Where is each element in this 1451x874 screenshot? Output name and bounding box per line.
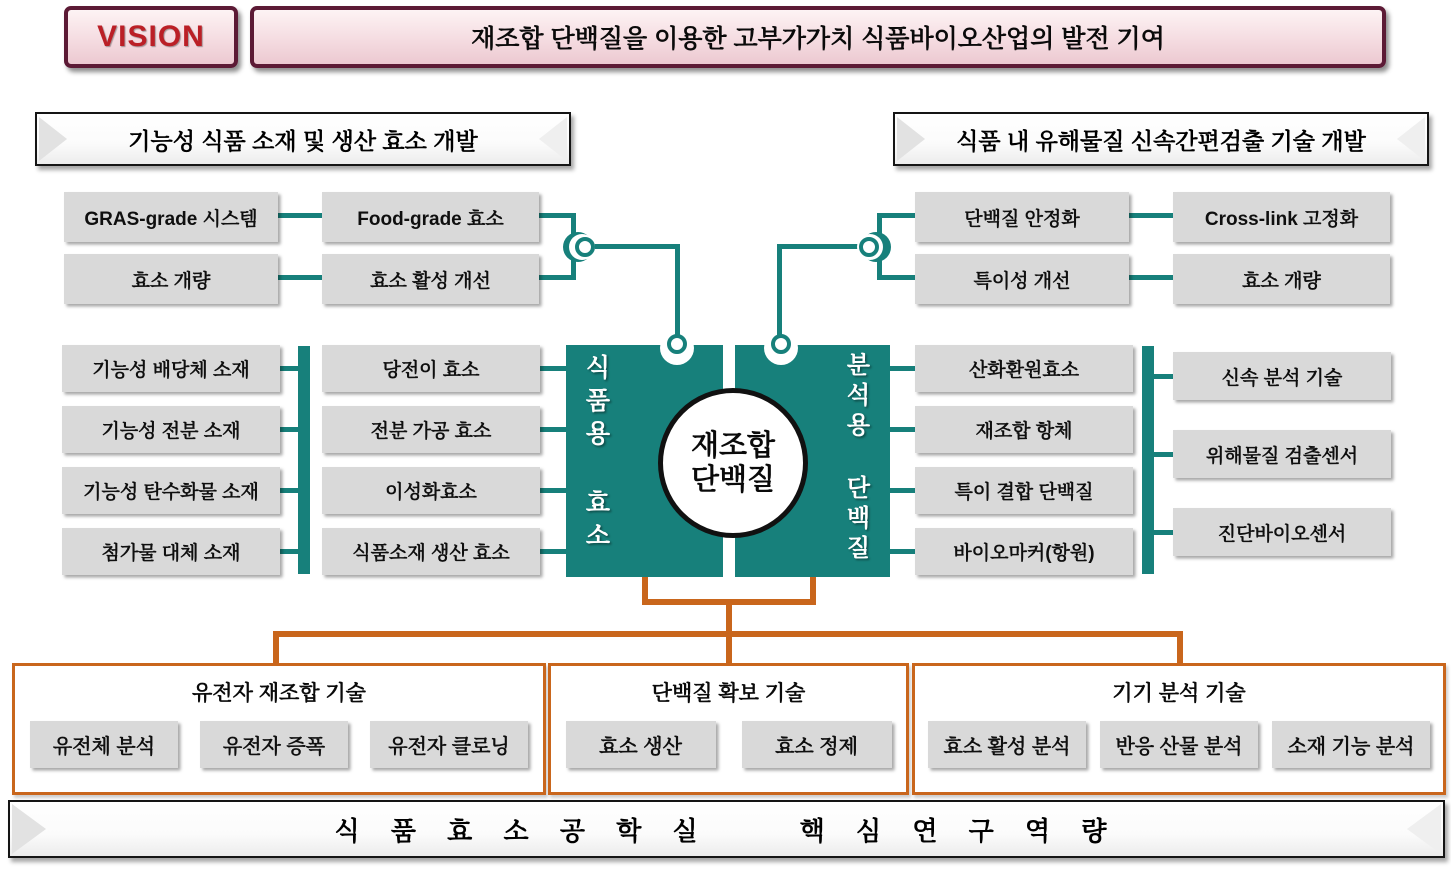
core-line1: 재조합	[690, 429, 776, 462]
right-section-header-text: 식품 내 유해물질 신속간편검출 기술 개발	[956, 127, 1366, 154]
connector-left-pair1	[278, 213, 322, 218]
box-specific-binding-protein: 특이 결합 단백질	[915, 467, 1133, 514]
box-specificity-improvement: 특이성 개선	[915, 254, 1129, 304]
group-gene-recombination	[12, 663, 546, 795]
group-instrument-analysis-title: 기기 분석 기술	[1112, 682, 1246, 705]
right-vertical-bar	[1142, 346, 1154, 574]
connector-right-bracket-bottom	[879, 275, 915, 280]
box-food-material-production-enzyme: 식품소재 생산 효소	[322, 528, 540, 575]
connector-right-pair2	[1129, 275, 1173, 280]
box-enzyme-purification: 효소 정제	[742, 721, 892, 768]
right-block-node-circle	[771, 334, 791, 354]
orange-distribution-horizontal	[273, 631, 1183, 637]
stub-left-col2-row1	[540, 366, 568, 371]
box-functional-carbohydrate-material: 기능성 탄수화물 소재	[62, 467, 280, 514]
left-vertical-bar	[298, 346, 310, 574]
stub-left-col2-row3	[540, 488, 568, 493]
right-bracket-node-circle	[859, 237, 879, 257]
core-line2: 단백질	[690, 464, 776, 496]
connector-left-pair2	[278, 275, 322, 280]
connector-right-to-block-h	[777, 244, 869, 249]
box-recombinant-antibody: 재조합 항체	[915, 406, 1133, 453]
box-protein-stabilization: 단백질 안정화	[915, 192, 1129, 242]
footer-lab-name: 식 품 효 소 공 학 실	[334, 815, 710, 846]
vision-badge-label: VISION	[97, 20, 205, 53]
group-gene-recombination-title: 유전자 재조합 기술	[192, 682, 366, 705]
box-hazard-detection-sensor: 위해물질 검출센서	[1173, 430, 1391, 478]
box-functional-glycoside-material: 기능성 배당체 소재	[62, 345, 280, 392]
box-genome-analysis: 유전체 분석	[30, 721, 178, 768]
box-enzyme-improvement-right: 효소 개량	[1173, 254, 1390, 304]
stub-right-col2-row1	[1154, 374, 1173, 379]
vision-badge	[64, 6, 238, 68]
box-food-grade-enzyme: Food-grade 효소	[322, 192, 539, 242]
box-material-function-analysis: 소재 기능 분석	[1272, 721, 1430, 768]
right-section-header	[893, 112, 1429, 166]
left-section-header-text: 기능성 식품 소재 및 생산 효소 개발	[128, 127, 478, 154]
core-circle	[658, 388, 808, 538]
connector-right-to-block-v	[777, 244, 782, 336]
box-oxidoreductase: 산화환원효소	[915, 345, 1133, 392]
box-additive-substitute-material: 첨가물 대체 소재	[62, 528, 280, 575]
left-block-node-circle	[667, 334, 687, 354]
box-biomarker-antigen: 바이오마커(항원)	[915, 528, 1133, 575]
stub-right-col1-row2	[888, 427, 916, 432]
left-bracket-node-circle	[575, 237, 595, 257]
connector-right-pair1	[1129, 213, 1173, 218]
box-crosslink-immobilization: Cross-link 고정화	[1173, 192, 1390, 242]
stub-left-col2-row2	[540, 427, 568, 432]
group-instrument-analysis	[912, 663, 1446, 795]
analysis-protein-vertical-label: 분석용 단백질	[842, 352, 869, 565]
vision-title-box	[250, 6, 1386, 68]
box-enzyme-activity-improvement: 효소 활성 개선	[322, 254, 539, 304]
box-diagnostic-biosensor: 진단바이오센서	[1173, 508, 1391, 556]
box-gras-grade-system: GRAS-grade 시스템	[64, 192, 278, 242]
group-protein-acquisition	[548, 663, 909, 795]
box-reaction-product-analysis: 반응 산물 분석	[1100, 721, 1258, 768]
box-isomerase: 이성화효소	[322, 467, 540, 514]
stub-right-col1-row4	[888, 549, 916, 554]
box-enzyme-production: 효소 생산	[566, 721, 716, 768]
stub-right-col2-row2	[1154, 452, 1173, 457]
group-protein-acquisition-title: 단백질 확보 기술	[651, 682, 806, 705]
box-gene-cloning: 유전자 클로닝	[370, 721, 528, 768]
box-gene-amplification: 유전자 증폭	[200, 721, 348, 768]
box-enzyme-activity-analysis: 효소 활성 분석	[928, 721, 1086, 768]
connector-left-to-block-h	[585, 244, 679, 249]
orange-drop-to-group3	[1177, 631, 1183, 665]
connector-right-bracket-top	[879, 213, 915, 218]
stub-right-col2-row3	[1154, 530, 1173, 535]
stub-left-col2-row4	[540, 549, 568, 554]
box-rapid-analysis-technology: 신속 분석 기술	[1173, 352, 1391, 400]
box-functional-starch-material: 기능성 전분 소재	[62, 406, 280, 453]
box-starch-processing-enzyme: 전분 가공 효소	[322, 406, 540, 453]
stub-right-col1-row3	[888, 488, 916, 493]
footer-core-competency: 핵 심 연 구 역 량	[799, 815, 1119, 846]
connector-left-to-block-v	[675, 244, 680, 336]
left-section-header	[35, 112, 571, 166]
orange-drop-to-group1	[273, 631, 279, 665]
stub-right-col1-row1	[888, 366, 916, 371]
vision-title-text: 재조합 단백질을 이용한 고부가가치 식품바이오산업의 발전 기여	[471, 25, 1165, 53]
footer-bar	[8, 800, 1445, 858]
box-transglycosylation-enzyme: 당전이 효소	[322, 345, 540, 392]
food-enzyme-vertical-label: 식품용 효소	[582, 354, 610, 555]
box-enzyme-improvement-left: 효소 개량	[64, 254, 278, 304]
